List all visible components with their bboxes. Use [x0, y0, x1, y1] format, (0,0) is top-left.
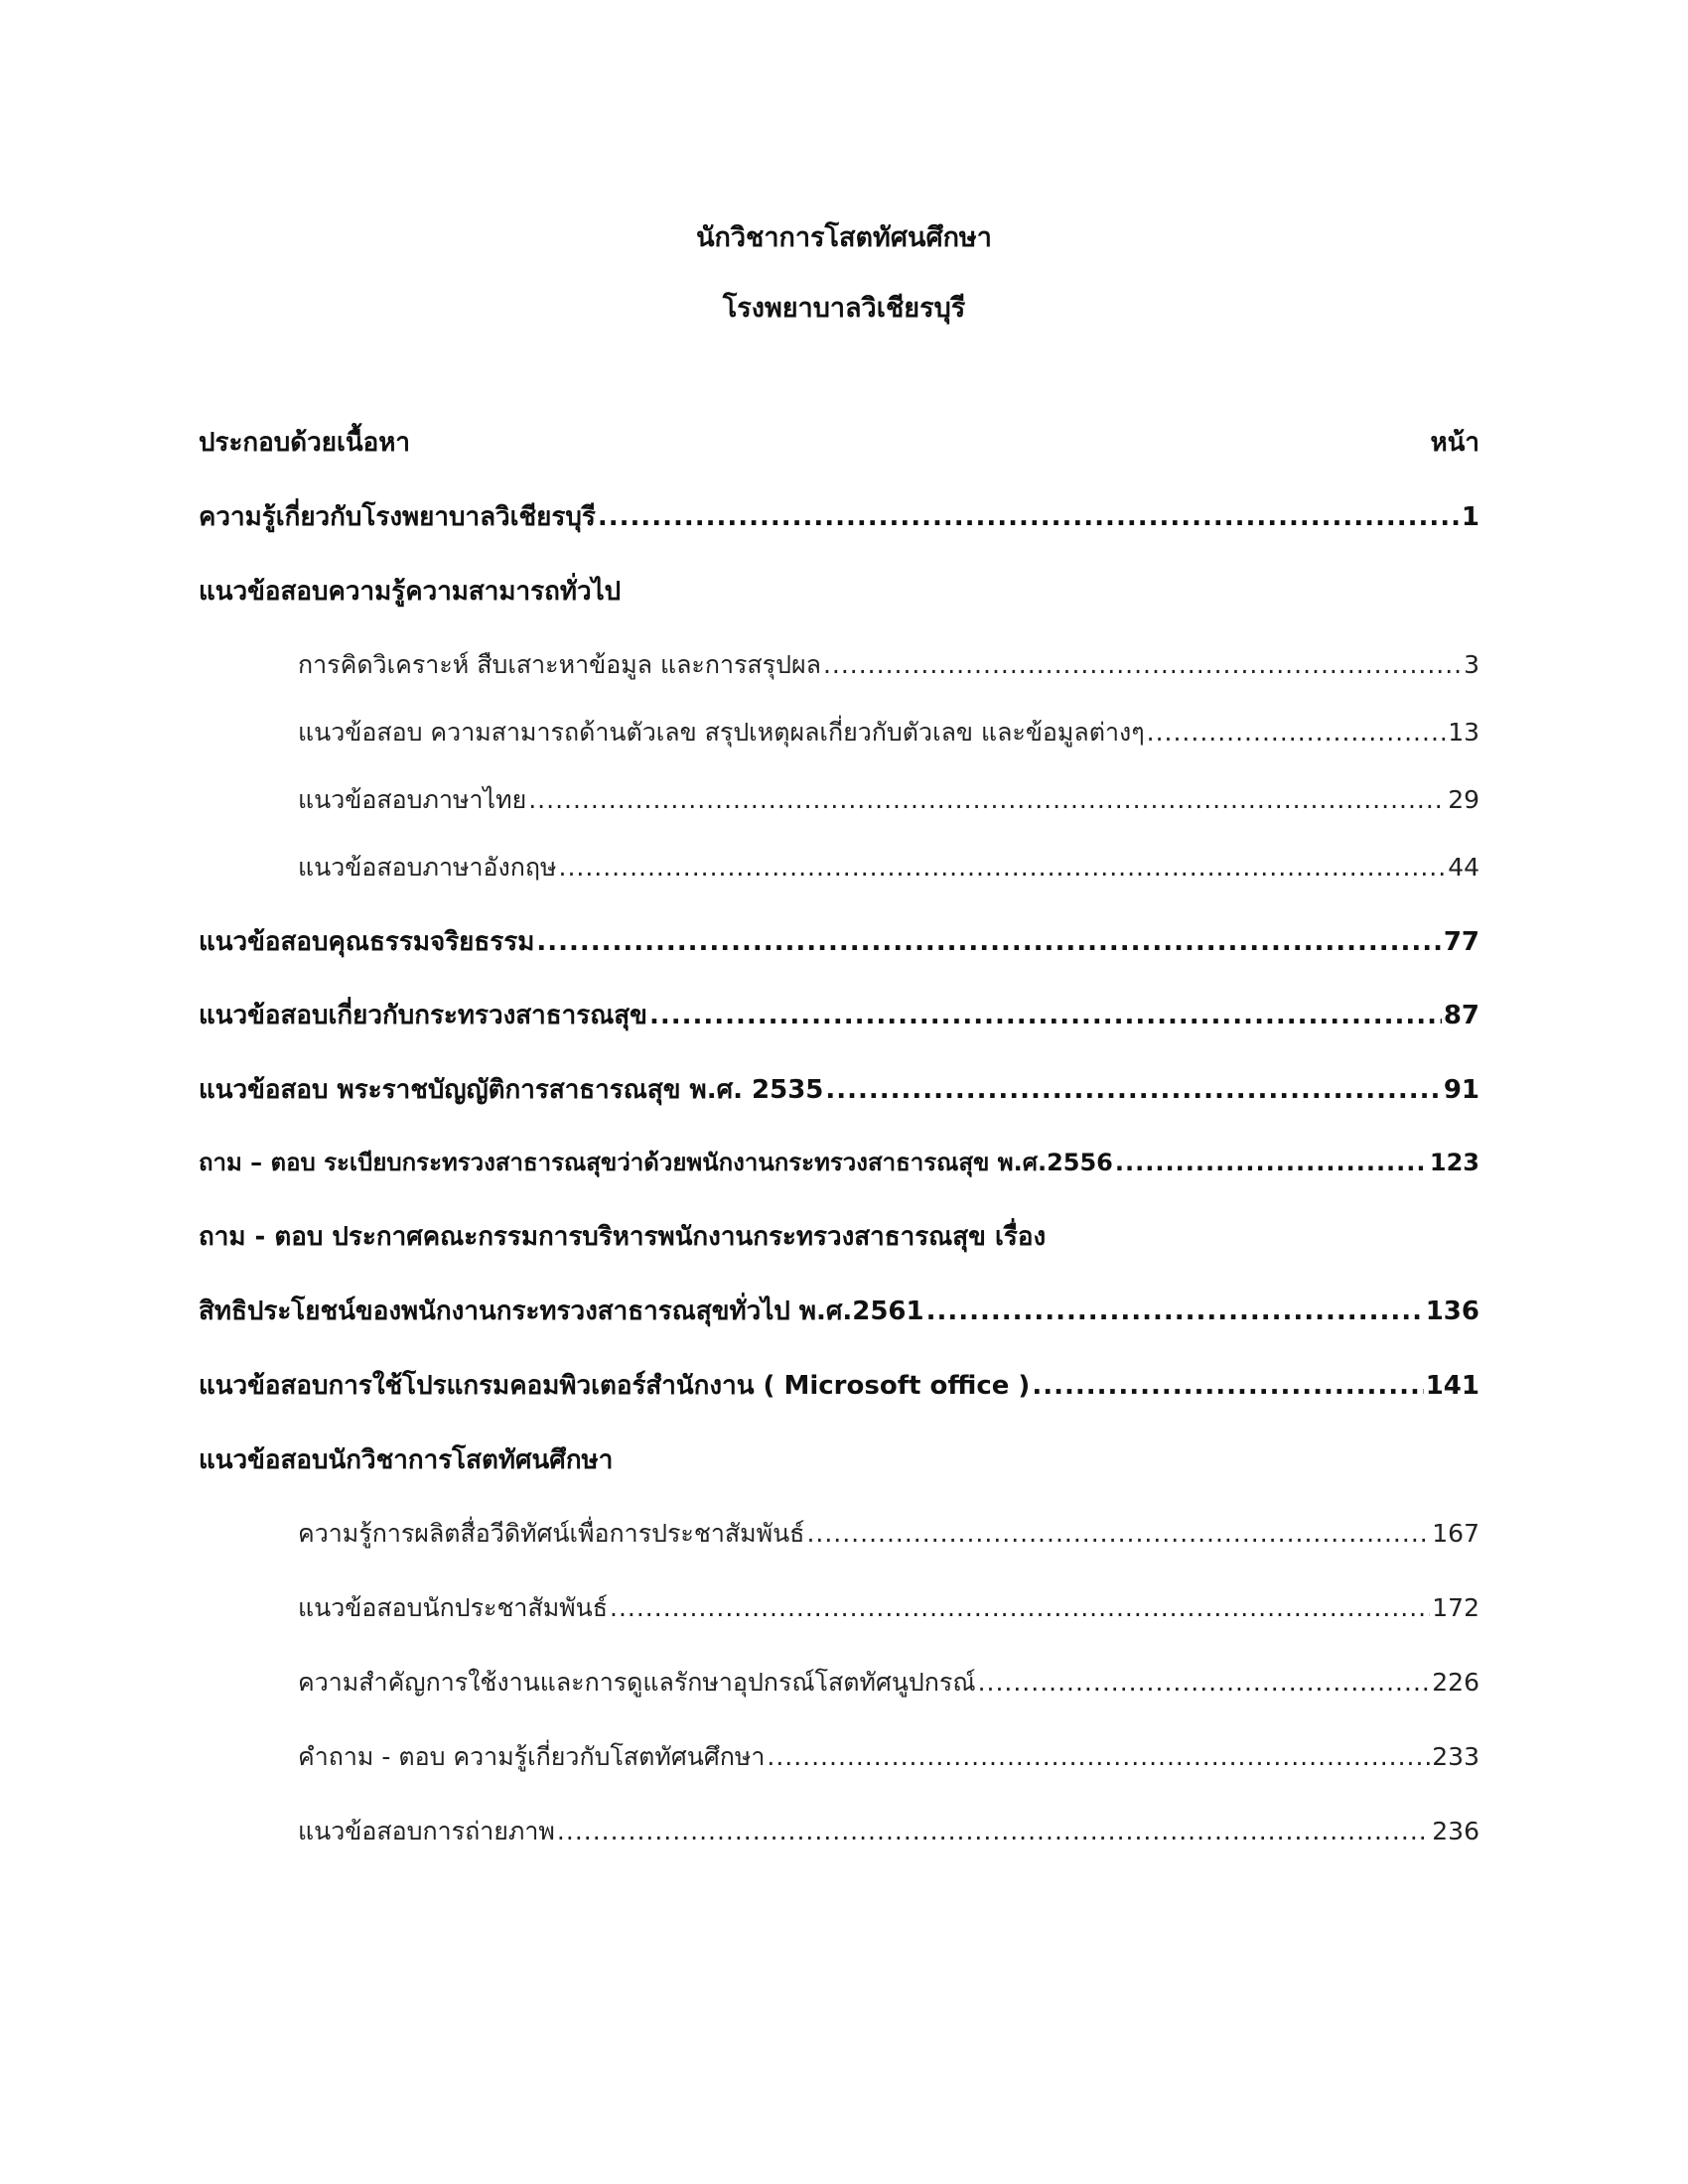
toc-section-heading	[199, 1439, 1479, 1480]
toc-subentry	[298, 1663, 1479, 1703]
dot-leader	[978, 1668, 1431, 1697]
dot-leader	[825, 1075, 1441, 1105]
toc-entry-page: 3	[1464, 650, 1479, 679]
toc-subentry	[298, 848, 1479, 887]
toc-entry-page: 1	[1461, 502, 1479, 532]
toc-entry-title: แนวข้อสอบคุณธรรมจริยธรรม	[199, 927, 535, 957]
toc-page-label: หน้า	[1430, 428, 1479, 458]
toc-entry-page: 233	[1432, 1742, 1479, 1771]
toc-entry-title: แนวข้อสอบ ความสามารถด้านตัวเลข สรุปเหตุผลเกี่ยวกับตัวเลข และข้อมูลต่างๆ	[298, 718, 1145, 747]
toc-entry	[199, 1365, 1479, 1406]
toc-subentry	[298, 1737, 1479, 1777]
toc-entry-page: 226	[1432, 1668, 1479, 1697]
toc-entry-title: แนวข้อสอบนักประชาสัมพันธ์	[298, 1593, 609, 1622]
toc-entry-title: การคิดวิเคราะห์ สืบเสาะหาข้อมูล และการสรุปผล	[298, 650, 821, 679]
dot-leader	[559, 853, 1447, 882]
toc-entry-title: แนวข้อสอบภาษาไทย	[298, 785, 527, 814]
toc-header	[199, 422, 1479, 463]
toc-subentry	[298, 780, 1479, 820]
toc-contents-label: ประกอบด้วยเนื้อหา	[199, 428, 411, 458]
toc-entry-title: ความรู้การผลิตสื่อวีดิทัศน์เพื่อการประชาสัมพันธ์	[298, 1519, 805, 1548]
toc-entry-page: 123	[1429, 1149, 1479, 1176]
toc-entry-page: 236	[1432, 1817, 1479, 1845]
document-subtitle: โรงพยาบาลวิเชียรบุรี	[722, 293, 966, 324]
toc-entry-title: สิทธิประโยชน์ของพนักงานกระทรวงสาธารณสุขทั่วไป พ.ศ.2561	[199, 1297, 924, 1326]
toc-entry-title: แนวข้อสอบความรู้ความสามารถทั่วไป	[199, 577, 622, 607]
toc-entry-title: แนวข้อสอบ พระราชบัญญัติการสาธารณสุข พ.ศ. 2535	[199, 1075, 824, 1105]
toc-entry-title: แนวข้อสอบภาษาอังกฤษ	[298, 853, 557, 882]
toc-entry	[199, 995, 1479, 1035]
toc-entry	[199, 1291, 1479, 1331]
dot-leader	[528, 785, 1446, 814]
toc-entry-title: แนวข้อสอบเกี่ยวกับกระทรวงสาธารณสุข	[199, 1001, 647, 1030]
dot-leader	[823, 650, 1462, 679]
toc-entry-title: ถาม – ตอบ ระเบียบกระทรวงสาธารณสุขว่าด้วยพนักงานกระทรวงสาธารณสุข พ.ศ.2556	[199, 1149, 1113, 1176]
toc-entry	[199, 1216, 1479, 1257]
toc-entry-page: 167	[1432, 1519, 1479, 1548]
dot-leader	[1147, 718, 1447, 747]
toc-entry-title: แนวข้อสอบการถ่ายภาพ	[298, 1817, 555, 1845]
toc-entry-title: แนวข้อสอบการใช้โปรแกรมคอมพิวเตอร์สำนักงาน ( Microsoft office )	[199, 1371, 1031, 1401]
dot-leader	[767, 1742, 1430, 1771]
toc-entry-page: 44	[1448, 853, 1479, 882]
dot-leader	[610, 1593, 1430, 1622]
dot-leader	[649, 1001, 1442, 1030]
dot-leader	[1032, 1371, 1423, 1401]
toc-subentry	[298, 713, 1479, 752]
dot-leader	[598, 502, 1460, 532]
toc-entry-title: ถาม - ตอบ ประกาศคณะกรรมการบริหารพนักงานกระทรวงสาธารณสุข เรื่อง	[199, 1222, 1047, 1252]
dot-leader	[557, 1817, 1430, 1845]
dot-leader	[806, 1519, 1430, 1548]
dot-leader	[926, 1297, 1424, 1326]
toc-subentry	[298, 1514, 1479, 1554]
document-title: นักวิชาการโสตทัศนศึกษา	[696, 222, 992, 253]
toc-entry-page: 13	[1448, 718, 1479, 747]
toc-entry-page: 172	[1432, 1593, 1479, 1622]
toc-entry-title: คำถาม - ตอบ ความรู้เกี่ยวกับโสตทัศนศึกษา	[298, 1742, 766, 1771]
toc-subentry	[298, 1588, 1479, 1628]
toc-entry	[199, 1069, 1479, 1110]
toc-entry-page: 136	[1425, 1297, 1479, 1326]
toc-entry-title: ความรู้เกี่ยวกับโรงพยาบาลวิเชียรบุรี	[199, 502, 596, 532]
toc-entry-page: 91	[1443, 1075, 1479, 1105]
dot-leader	[1115, 1149, 1428, 1176]
toc-entry-page: 29	[1448, 785, 1479, 814]
toc-section-heading	[199, 571, 1479, 612]
toc-entry	[199, 496, 1479, 537]
toc-subentry	[298, 1812, 1479, 1851]
toc-entry-page: 77	[1443, 927, 1479, 957]
toc-entry-title: แนวข้อสอบนักวิชาการโสตทัศนศึกษา	[199, 1445, 614, 1475]
toc-entry-page: 141	[1425, 1371, 1479, 1401]
toc-entry	[199, 921, 1479, 962]
dot-leader	[536, 927, 1441, 957]
toc-subentry	[298, 645, 1479, 685]
toc-entry-page: 87	[1443, 1001, 1479, 1030]
toc-entry	[199, 1143, 1479, 1181]
toc-entry-title: ความสำคัญการใช้งานและการดูแลรักษาอุปกรณ์โสตทัศนูปกรณ์	[298, 1668, 976, 1697]
